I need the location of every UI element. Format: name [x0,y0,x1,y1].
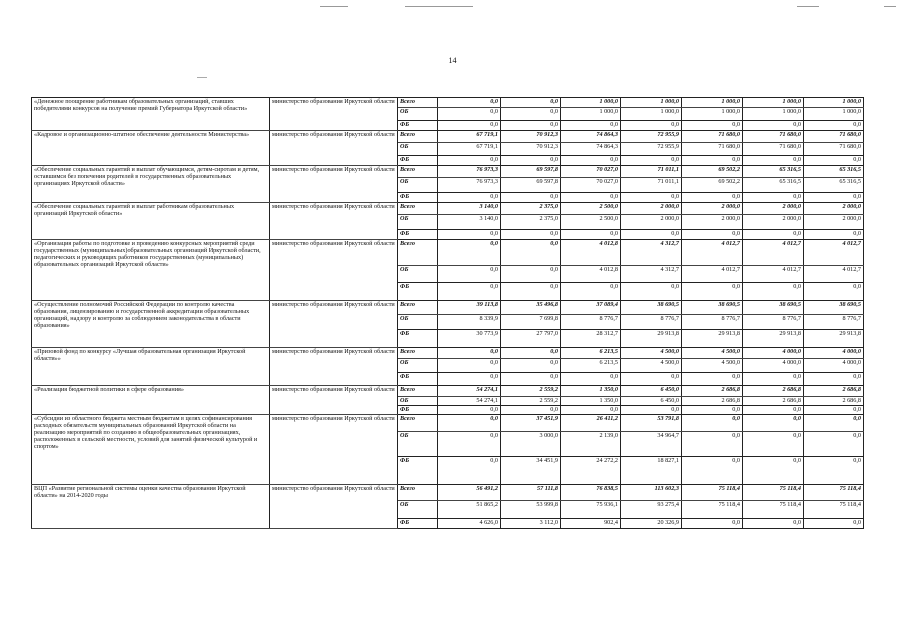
responsible-executor: министерство образования Иркутской области [270,131,398,166]
amount-cell: 75 118,4 [743,501,804,519]
amount-cell: 2 000,0 [682,203,743,215]
amount-cell: 71 680,0 [682,143,743,156]
amount-cell: 113 602,3 [621,485,682,501]
amount-cell: 0,0 [682,432,743,457]
funding-source: ФБ [398,406,438,415]
responsible-executor: министерство образования Иркутской области [270,485,398,529]
amount-cell: 0,0 [438,283,501,301]
amount-cell: 0,0 [621,193,682,203]
measure-name: «Обеспечение социальных гарантий и выплат работникам образовательных организаций Иркутской области» [32,203,270,240]
amount-cell: 2 139,0 [561,432,621,457]
amount-cell: 0,0 [438,348,501,359]
amount-cell: 38 690,5 [682,301,743,315]
amount-cell: 4 500,0 [682,359,743,373]
amount-cell: 8 339,9 [438,315,501,330]
funding-source: ФБ [398,373,438,386]
amount-cell: 65 316,5 [743,178,804,193]
measure-name: «Субсидии из областного бюджета местным бюджетам в целях софинансирования расходных обязательств муниципальных образований Иркутской области на реализацию мероприятий по созданию в общеобразовательных организациях, расположенных в сельской местности, условий для занятий физической культурой и спортом» [32,415,270,485]
amount-cell: 0,0 [501,108,561,121]
amount-cell: 38 690,5 [621,301,682,315]
amount-cell: 1 000,0 [804,108,864,121]
amount-cell: 0,0 [621,283,682,301]
scan-artifact [797,6,819,7]
amount-cell: 2 686,8 [743,397,804,406]
amount-cell: 8 776,7 [682,315,743,330]
amount-cell: 6 450,0 [621,397,682,406]
amount-cell: 3 140,0 [438,215,501,230]
amount-cell: 2 000,0 [743,203,804,215]
amount-cell: 53 999,8 [501,501,561,519]
amount-cell: 1 000,0 [743,98,804,108]
amount-cell: 0,0 [682,193,743,203]
funding-source: ОБ [398,315,438,330]
amount-cell: 2 500,0 [561,203,621,215]
amount-cell: 0,0 [438,193,501,203]
amount-cell: 0,0 [804,373,864,386]
measure-name: «Осуществление полномочий Российской Федерации по контролю качества образования, лицензированию и государственной аккредитации образовательных организаций, надзору и контролю за соблюдением законодательства в области образования» [32,301,270,348]
amount-cell: 69 597,8 [501,178,561,193]
amount-cell: 18 827,1 [621,457,682,485]
measure-name: «Обеспечение социальных гарантий и выплат обучающимся, детям-сиротам и детям, оставшимся без попечения родителей в государственных образовательных организациях Иркутской области» [32,166,270,203]
amount-cell: 65 316,5 [804,178,864,193]
amount-cell: 54 274,1 [438,386,501,397]
amount-cell: 0,0 [501,230,561,240]
amount-cell: 75 118,4 [804,485,864,501]
amount-cell: 29 913,8 [804,330,864,348]
measure-name: «Денежное поощрение работникам образовательных организаций, ставших победителями конкурсов на получение премий Губернатора Иркутской области» [32,98,270,131]
responsible-executor: министерство образования Иркутской области [270,301,398,348]
amount-cell: 75 118,4 [682,485,743,501]
amount-cell: 70 912,3 [501,131,561,143]
amount-cell: 0,0 [501,121,561,131]
amount-cell: 1 350,0 [561,386,621,397]
amount-cell: 76 838,5 [561,485,621,501]
amount-cell: 74 864,3 [561,143,621,156]
amount-cell: 0,0 [438,230,501,240]
amount-cell: 0,0 [501,348,561,359]
amount-cell: 0,0 [743,415,804,432]
amount-cell: 93 275,4 [621,501,682,519]
amount-cell: 54 274,1 [438,397,501,406]
amount-cell: 3 140,0 [438,203,501,215]
amount-cell: 0,0 [804,193,864,203]
amount-cell: 0,0 [561,230,621,240]
amount-cell: 0,0 [682,406,743,415]
amount-cell: 0,0 [682,121,743,131]
amount-cell: 2 559,2 [501,397,561,406]
funding-source: ФБ [398,230,438,240]
amount-cell: 0,0 [501,373,561,386]
amount-cell: 26 411,2 [561,415,621,432]
amount-cell: 0,0 [743,457,804,485]
amount-cell: 24 272,2 [561,457,621,485]
amount-cell: 4 012,7 [804,240,864,266]
amount-cell: 70 027,0 [561,178,621,193]
funding-source: Всего [398,203,438,215]
amount-cell: 4 500,0 [682,348,743,359]
funding-source: ФБ [398,193,438,203]
amount-cell: 4 000,0 [804,359,864,373]
amount-cell: 1 000,0 [561,98,621,108]
amount-cell: 0,0 [804,432,864,457]
amount-cell: 65 316,5 [804,166,864,178]
amount-cell: 37 451,9 [501,415,561,432]
amount-cell: 69 502,2 [682,178,743,193]
funding-source: Всего [398,386,438,397]
amount-cell: 67 719,1 [438,143,501,156]
amount-cell: 0,0 [438,240,501,266]
funding-source: ОБ [398,397,438,406]
funding-source: ОБ [398,178,438,193]
amount-cell: 51 865,2 [438,501,501,519]
amount-cell: 2 375,0 [501,203,561,215]
funding-source: Всего [398,348,438,359]
funding-source: ФБ [398,283,438,301]
amount-cell: 2 000,0 [682,215,743,230]
amount-cell: 1 000,0 [682,98,743,108]
scan-artifact [405,6,473,7]
responsible-executor: министерство образования Иркутской области [270,240,398,301]
amount-cell: 57 111,8 [501,485,561,501]
amount-cell: 71 680,0 [743,143,804,156]
amount-cell: 1 000,0 [621,98,682,108]
amount-cell: 29 913,8 [682,330,743,348]
amount-cell: 0,0 [561,373,621,386]
funding-source: ФБ [398,519,438,529]
amount-cell: 0,0 [621,230,682,240]
amount-cell: 0,0 [561,121,621,131]
amount-cell: 0,0 [743,193,804,203]
funding-source: Всего [398,415,438,432]
amount-cell: 0,0 [501,98,561,108]
amount-cell: 0,0 [621,121,682,131]
amount-cell: 1 000,0 [561,108,621,121]
amount-cell: 0,0 [438,373,501,386]
amount-cell: 0,0 [682,230,743,240]
amount-cell: 0,0 [804,406,864,415]
amount-cell: 0,0 [438,266,501,283]
amount-cell: 2 000,0 [621,215,682,230]
funding-source: ОБ [398,215,438,230]
funding-source: Всего [398,301,438,315]
responsible-executor: министерство образования Иркутской области [270,348,398,386]
responsible-executor: министерство образования Иркутской области [270,415,398,485]
amount-cell: 4 012,8 [561,266,621,283]
amount-cell: 71 680,0 [804,143,864,156]
amount-cell: 0,0 [501,359,561,373]
amount-cell: 71 011,1 [621,178,682,193]
amount-cell: 0,0 [438,457,501,485]
amount-cell: 2 686,8 [804,386,864,397]
amount-cell: 4 012,7 [743,240,804,266]
amount-cell: 8 776,7 [804,315,864,330]
amount-cell: 0,0 [682,373,743,386]
amount-cell: 72 955,9 [621,131,682,143]
amount-cell: 0,0 [682,457,743,485]
amount-cell: 29 913,8 [621,330,682,348]
amount-cell: 4 012,7 [743,266,804,283]
funding-source: ФБ [398,330,438,348]
amount-cell: 0,0 [743,432,804,457]
amount-cell: 0,0 [561,406,621,415]
amount-cell: 4 312,7 [621,240,682,266]
amount-cell: 2 559,2 [501,386,561,397]
amount-cell: 75 118,4 [804,501,864,519]
amount-cell: 2 000,0 [743,215,804,230]
table-row [32,166,864,178]
amount-cell: 0,0 [804,156,864,166]
amount-cell: 4 312,7 [621,266,682,283]
amount-cell: 71 680,0 [743,131,804,143]
amount-cell: 0,0 [501,266,561,283]
amount-cell: 0,0 [804,283,864,301]
responsible-executor: министерство образования Иркутской области [270,166,398,203]
measure-name: «Призовой фонд по конкурсу «Лучшая образовательная организация Иркутской области»» [32,348,270,386]
funding-source: ФБ [398,457,438,485]
table-row [32,203,864,215]
amount-cell: 0,0 [501,193,561,203]
amount-cell: 0,0 [621,406,682,415]
amount-cell: 4 012,7 [804,266,864,283]
amount-cell: 4 626,0 [438,519,501,529]
table-row [32,98,864,108]
measure-name: ВЦП «Развитие региональной системы оценки качества образования Иркутской области» на 2014-2020 годы [32,485,270,529]
amount-cell: 0,0 [804,415,864,432]
funding-source: Всего [398,240,438,266]
responsible-executor: министерство образования Иркутской области [270,386,398,415]
funding-source: ОБ [398,108,438,121]
funding-source: Всего [398,98,438,108]
amount-cell: 1 000,0 [743,108,804,121]
table-row [32,348,864,359]
amount-cell: 0,0 [682,156,743,166]
amount-cell: 1 000,0 [682,108,743,121]
amount-cell: 38 690,5 [743,301,804,315]
amount-cell: 38 690,5 [804,301,864,315]
amount-cell: 4 500,0 [621,348,682,359]
amount-cell: 28 312,7 [561,330,621,348]
amount-cell: 0,0 [501,156,561,166]
funding-source: Всего [398,131,438,143]
amount-cell: 0,0 [438,121,501,131]
amount-cell: 6 213,5 [561,348,621,359]
amount-cell: 53 791,8 [621,415,682,432]
amount-cell: 4 500,0 [621,359,682,373]
amount-cell: 0,0 [621,156,682,166]
amount-cell: 69 502,2 [682,166,743,178]
amount-cell: 2 000,0 [804,215,864,230]
amount-cell: 4 000,0 [804,348,864,359]
budget-table [31,97,864,529]
funding-source: ОБ [398,143,438,156]
amount-cell: 8 776,7 [561,315,621,330]
funding-source: Всего [398,166,438,178]
amount-cell: 4 012,8 [561,240,621,266]
amount-cell: 0,0 [561,193,621,203]
amount-cell: 4 012,7 [682,240,743,266]
funding-source: ОБ [398,266,438,283]
amount-cell: 0,0 [438,108,501,121]
amount-cell: 37 089,4 [561,301,621,315]
amount-cell: 0,0 [804,121,864,131]
amount-cell: 0,0 [438,432,501,457]
amount-cell: 0,0 [561,156,621,166]
responsible-executor: министерство образования Иркутской области [270,203,398,240]
table-row [32,415,864,432]
funding-source: ОБ [398,359,438,373]
amount-cell: 0,0 [561,283,621,301]
amount-cell: 72 955,9 [621,143,682,156]
amount-cell: 69 597,8 [501,166,561,178]
amount-cell: 8 776,7 [621,315,682,330]
amount-cell: 1 350,0 [561,397,621,406]
amount-cell: 0,0 [743,283,804,301]
amount-cell: 3 000,0 [501,432,561,457]
amount-cell: 34 964,7 [621,432,682,457]
amount-cell: 0,0 [743,230,804,240]
amount-cell: 30 773,9 [438,330,501,348]
amount-cell: 0,0 [682,519,743,529]
amount-cell: 0,0 [501,406,561,415]
amount-cell: 71 680,0 [804,131,864,143]
amount-cell: 29 913,8 [743,330,804,348]
amount-cell: 76 973,3 [438,178,501,193]
table-row [32,301,864,315]
table-row [32,485,864,501]
amount-cell: 0,0 [804,457,864,485]
amount-cell: 6 450,0 [621,386,682,397]
amount-cell: 0,0 [682,283,743,301]
amount-cell: 0,0 [682,415,743,432]
funding-source: ФБ [398,156,438,166]
amount-cell: 0,0 [621,373,682,386]
table-row [32,386,864,397]
amount-cell: 56 491,2 [438,485,501,501]
amount-cell: 0,0 [438,415,501,432]
amount-cell: 20 326,9 [621,519,682,529]
amount-cell: 67 719,1 [438,131,501,143]
amount-cell: 0,0 [438,98,501,108]
amount-cell: 4 000,0 [743,348,804,359]
amount-cell: 0,0 [804,519,864,529]
amount-cell: 75 118,4 [743,485,804,501]
amount-cell: 2 686,8 [804,397,864,406]
amount-cell: 0,0 [743,121,804,131]
measure-name: «Реализация бюджетной политики в сфере образования» [32,386,270,415]
amount-cell: 34 451,9 [501,457,561,485]
amount-cell: 39 113,8 [438,301,501,315]
amount-cell: 2 000,0 [804,203,864,215]
amount-cell: 2 375,0 [501,215,561,230]
amount-cell: 71 011,1 [621,166,682,178]
amount-cell: 35 496,8 [501,301,561,315]
measure-name: «Организация работы по подготовке и проведению конкурсных мероприятий среди государственных (муниципальных)образовательных организаций Иркутской области, педагогических и руководящих работников государственных (муниципальных) образовательных организаций Иркутской области» [32,240,270,301]
amount-cell: 2 500,0 [561,215,621,230]
funding-source: ФБ [398,121,438,131]
amount-cell: 0,0 [743,156,804,166]
amount-cell: 0,0 [743,406,804,415]
amount-cell: 0,0 [438,406,501,415]
amount-cell: 4 000,0 [743,359,804,373]
amount-cell: 0,0 [743,373,804,386]
amount-cell: 1 000,0 [621,108,682,121]
amount-cell: 65 316,5 [743,166,804,178]
amount-cell: 2 686,8 [682,397,743,406]
responsible-executor: министерство образования Иркутской области [270,98,398,131]
amount-cell: 2 686,8 [682,386,743,397]
amount-cell: 70 912,3 [501,143,561,156]
amount-cell: 71 680,0 [682,131,743,143]
amount-cell: 3 112,0 [501,519,561,529]
amount-cell: 70 027,0 [561,166,621,178]
amount-cell: 2 686,8 [743,386,804,397]
amount-cell: 0,0 [501,283,561,301]
amount-cell: 75 118,4 [682,501,743,519]
amount-cell: 4 012,7 [682,266,743,283]
amount-cell: 6 213,5 [561,359,621,373]
amount-cell: 74 864,3 [561,131,621,143]
page-number: 14 [448,56,457,65]
funding-source: ОБ [398,432,438,457]
amount-cell: 0,0 [438,156,501,166]
amount-cell: 0,0 [501,240,561,266]
amount-cell: 0,0 [438,359,501,373]
table-row [32,131,864,143]
amount-cell: 75 936,1 [561,501,621,519]
scan-artifact [884,6,896,7]
amount-cell: 0,0 [743,519,804,529]
table-body [32,98,864,529]
amount-cell: 1 000,0 [804,98,864,108]
scan-artifact [320,6,348,7]
funding-source: Всего [398,485,438,501]
amount-cell: 27 797,0 [501,330,561,348]
amount-cell: 7 699,8 [501,315,561,330]
measure-name: «Кадровое и организационно-штатное обеспечение деятельности Министерства» [32,131,270,166]
amount-cell: 902,4 [561,519,621,529]
amount-cell: 0,0 [804,230,864,240]
amount-cell: 8 776,7 [743,315,804,330]
table-row [32,240,864,266]
funding-source: ОБ [398,501,438,519]
scan-artifact [197,77,207,78]
amount-cell: 2 000,0 [621,203,682,215]
amount-cell: 76 973,3 [438,166,501,178]
